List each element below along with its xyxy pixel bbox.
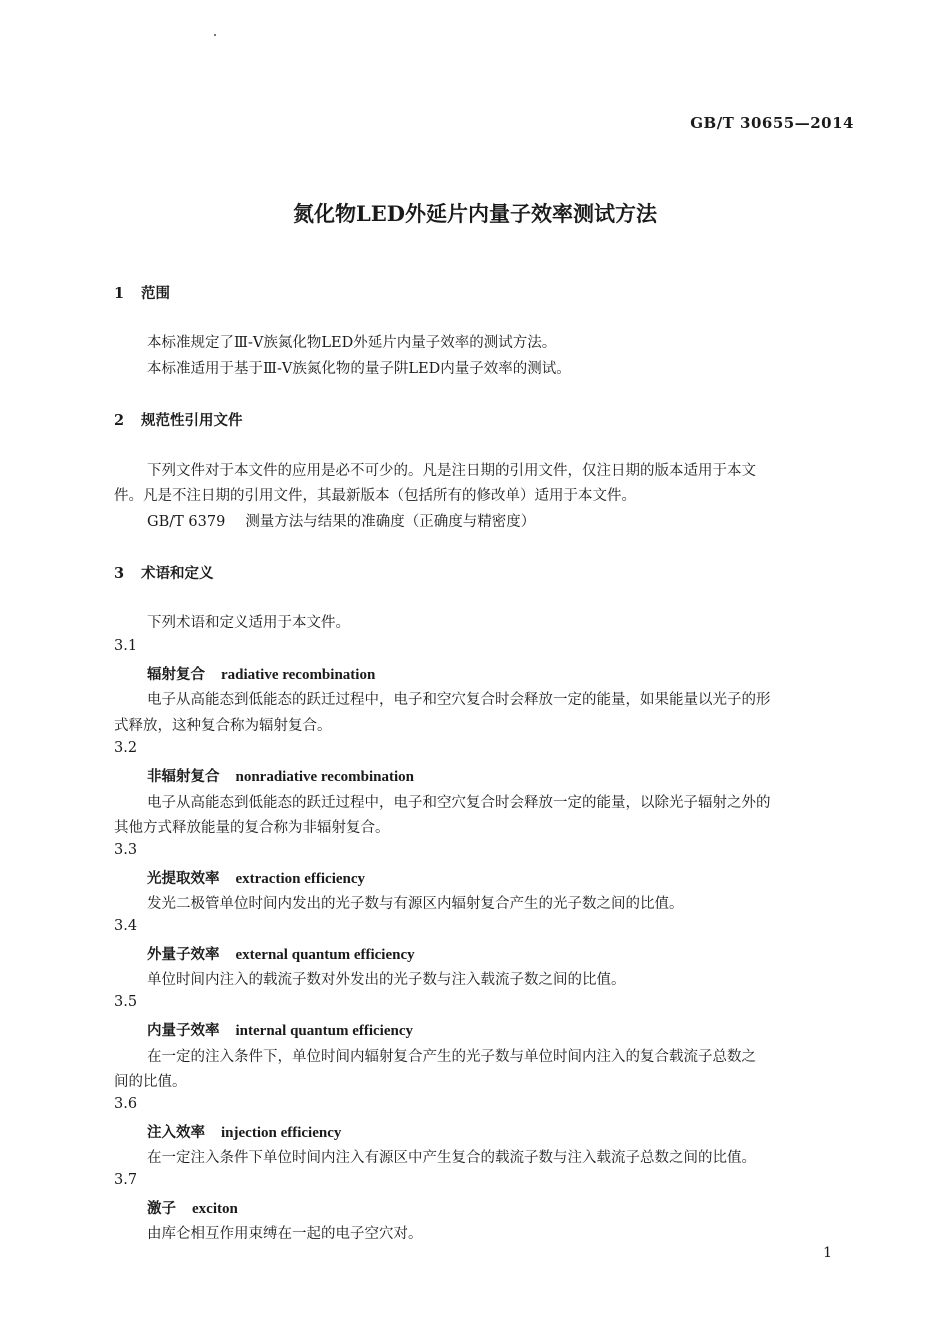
reference-title: 测量方法与结果的准确度（正确度与精密度） [245,514,536,530]
term-definition: 电子从高能态到低能态的跃迁过程中，电子和空穴复合时会释放一定的能量，以除光子辐射之外的 [147,795,771,811]
term-zh: 光提取效率 [147,870,220,887]
paragraph: 下列术语和定义适用于本文件。 [147,615,350,631]
normative-reference [147,510,535,531]
term-en: injection efficiency [221,1125,342,1141]
term-heading [147,765,414,786]
section-title: 范围 [141,285,170,302]
term-number: 3.2 [114,740,138,756]
page-number: 1 [823,1245,832,1261]
paragraph-continuation: 件。凡是不注日期的引用文件，其最新版本（包括所有的修改单）适用于本文件。 [114,488,636,504]
section-number: 3 [114,565,125,582]
section-number: 2 [114,412,125,429]
term-en: internal quantum efficiency [235,1023,413,1039]
term-zh: 注入效率 [147,1124,205,1141]
term-definition: 在一定的注入条件下，单位时间内辐射复合产生的光子数与单位时间内注入的复合载流子总数之 [147,1049,756,1065]
term-en: nonradiative recombination [235,769,414,785]
term-heading [147,663,375,684]
standard-number: GB/T 30655—2014 [690,114,854,132]
term-en: extraction efficiency [235,871,366,887]
paragraph: 本标准规定了Ⅲ-Ⅴ族氮化物LED外延片内量子效率的测试方法。 [147,335,557,351]
term-en: exciton [192,1201,238,1217]
term-zh: 辐射复合 [147,666,205,683]
page-title: 氮化物LED外延片内量子效率测试方法 [293,201,657,226]
term-number: 3.3 [114,842,138,858]
term-number: 3.1 [114,638,138,654]
term-definition-continuation: 其他方式释放能量的复合称为非辐射复合。 [114,820,390,836]
reference-code: GB/T 6379 [147,514,226,530]
section-1-heading [114,282,170,303]
section-title: 术语和定义 [141,565,214,582]
term-en: radiative recombination [221,667,376,683]
term-definition: 由库仑相互作用束缚在一起的电子空穴对。 [147,1226,423,1242]
term-definition: 单位时间内注入的载流子数对外发出的光子数与注入载流子数之间的比值。 [147,972,626,988]
term-heading [147,1019,413,1040]
section-3-heading [114,562,214,583]
term-heading [147,943,415,964]
term-en: external quantum efficiency [235,947,415,963]
term-definition: 发光二极管单位时间内发出的光子数与有源区内辐射复合产生的光子数之间的比值。 [147,896,684,912]
term-definition-continuation: 间的比值。 [114,1074,187,1090]
term-heading [147,1197,238,1218]
term-heading [147,867,365,888]
term-number: 3.4 [114,918,138,934]
paragraph: 下列文件对于本文件的应用是必不可少的。凡是注日期的引用文件，仅注日期的版本适用于本文 [147,463,756,479]
term-heading [147,1121,341,1142]
term-number: 3.5 [114,994,138,1010]
term-zh: 非辐射复合 [147,768,220,785]
term-definition: 在一定注入条件下单位时间内注入有源区中产生复合的载流子数与注入载流子总数之间的比值。 [147,1150,756,1166]
section-2-heading [114,409,243,430]
term-definition: 电子从高能态到低能态的跃迁过程中，电子和空穴复合时会释放一定的能量，如果能量以光子的形 [147,692,771,708]
term-zh: 内量子效率 [147,1022,220,1039]
paragraph: 本标准适用于基于Ⅲ-Ⅴ族氮化物的量子阱LED内量子效率的测试。 [147,361,571,377]
section-title: 规范性引用文件 [141,412,243,429]
term-number: 3.6 [114,1096,138,1112]
term-definition-continuation: 式释放，这种复合称为辐射复合。 [114,718,332,734]
term-zh: 激子 [147,1200,176,1217]
term-zh: 外量子效率 [147,946,220,963]
term-number: 3.7 [114,1172,138,1188]
scan-speck [214,34,216,36]
section-number: 1 [114,285,125,302]
